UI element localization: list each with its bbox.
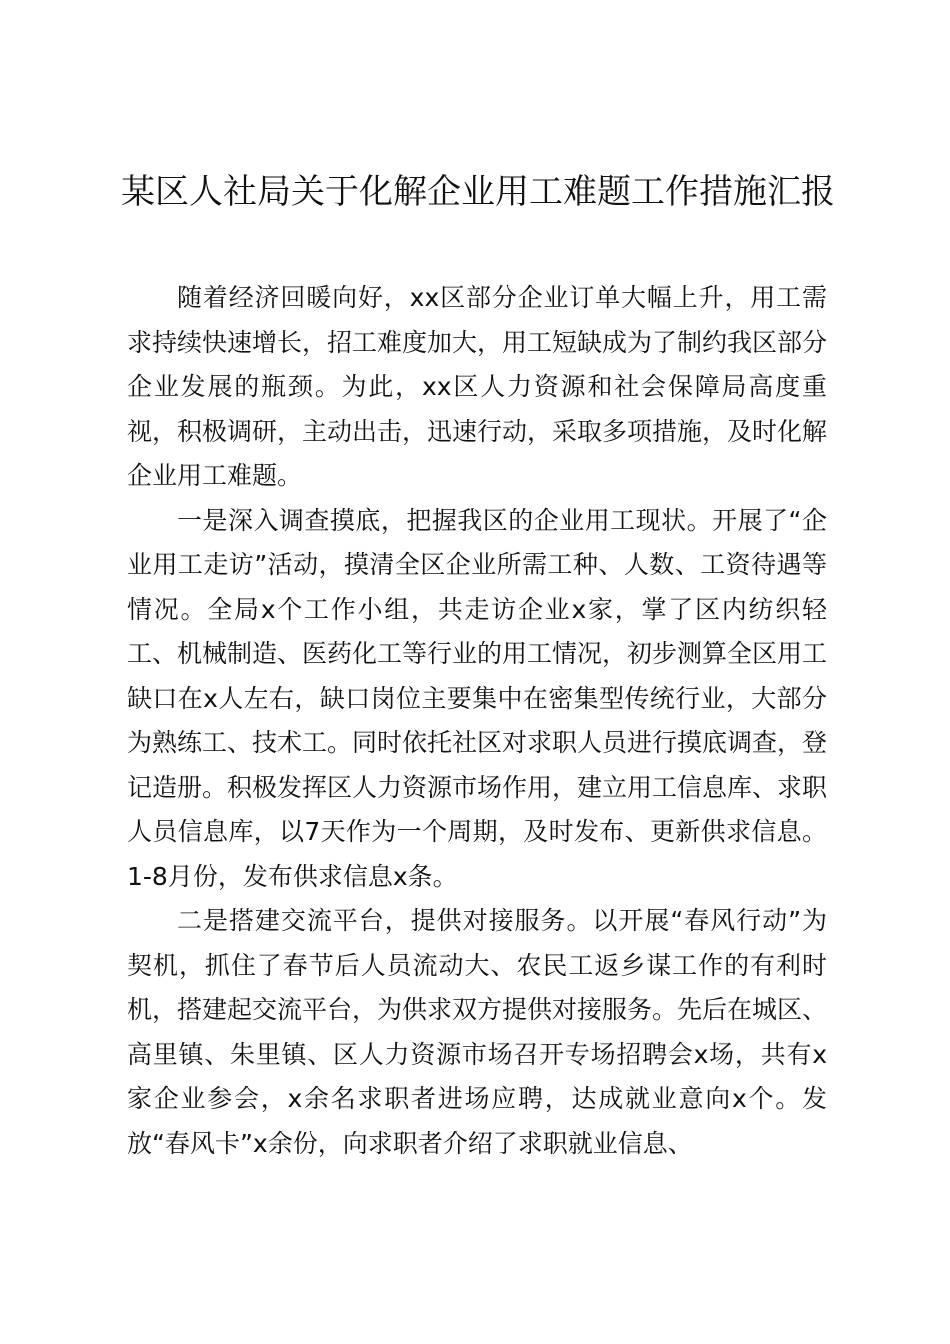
paragraph-measure-one: 一是深入调查摸底，把握我区的企业用工现状。开展了“企业用工走访”活动，摸清全区企业所需工种、人数、工资待遇等情况。全局x个工作小组，共走访企业x家，掌了区内纺织轻工、机械制造、医药化工等行业的用工情况，初步测算全区用工缺口在x人左右，缺口岗位主要集中在密集型传统行业，大部分为熟练工、技术工。同时依托社区对求职人员进行摸底调查，登记造册。积极发挥区人力资源市场作用，建立用工信息库、求职人员信息库，以7天作为一个周期，及时发布、更新供求信息。1-8月份，发布供求信息x条。 bbox=[127, 505, 828, 891]
document-body bbox=[127, 276, 827, 1166]
document-title: 某区人社局关于化解企业用工难题工作措施汇报 bbox=[121, 172, 835, 212]
paragraph-measure-two: 二是搭建交流平台，提供对接服务。以开展“春风行动”为契机，抓住了春节后人员流动大、农民工返乡谋工作的有利时机，搭建起交流平台，为供求双方提供对接服务。先后在城区、高里镇、朱里镇、区人力资源市场召开专场招聘会x场，共有x家企业参会，x余名求职者进场应聘，达成就业意向x个。发放“春风卡”x余份，向求职者介绍了求职就业信息、 bbox=[127, 906, 828, 1158]
paragraph-intro: 随着经济回暖向好，xx区部分企业订单大幅上升，用工需求持续快速增长，招工难度加大，用工短缺成为了制约我区部分企业发展的瓶颈。为此，xx区人力资源和社会保障局高度重视，积极调研，主动出击，迅速行动，采取多项措施，及时化解企业用工难题。 bbox=[127, 283, 828, 490]
